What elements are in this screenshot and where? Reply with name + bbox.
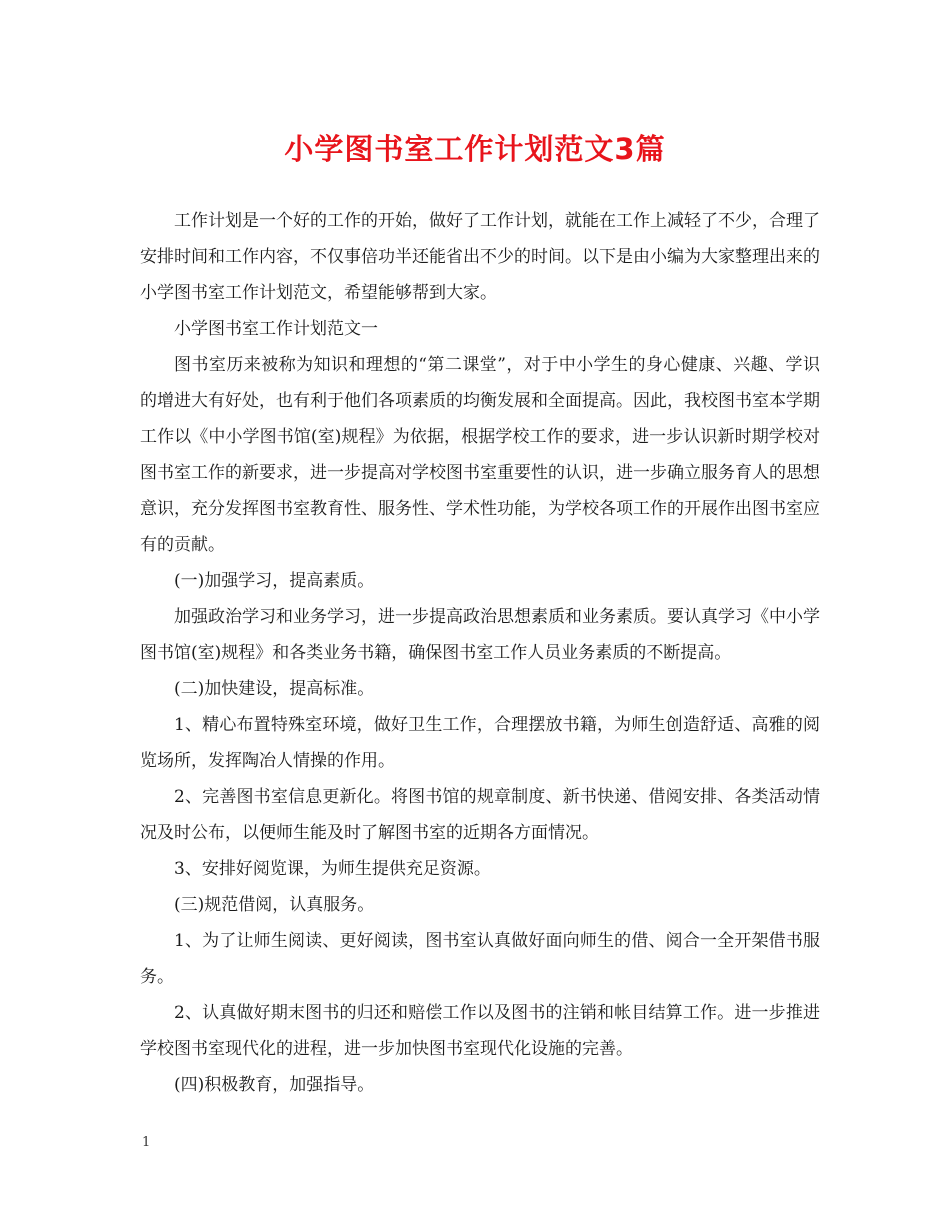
list-item: 2、完善图书室信息更新化。将图书馆的规章制度、新书快递、借阅安排、各类活动情况及时公布，以便师生能及时了解图书室的近期各方面情况。: [140, 787, 820, 843]
page-title: 小学图书室工作计划范文3篇: [284, 132, 666, 166]
body-paragraph: 图书室历来被称为知识和理想的“第二课堂”，对于中小学生的身心健康、兴趣、学识的增进大有好处，也有利于他们各项素质的均衡发展和全面提高。因此，我校图书室本学期工作以《中小学图书馆(室)规程》为依据，根据学校工作的要求，进一步认识新时期学校对图书室工作的新要求，进一步提高对学校图书室重要性的认识，进一步确立服务育人的思想意识，充分发挥图书室教育性、服务性、学术性功能，为学校各项工作的开展作出图书室应有的贡献。: [140, 355, 820, 555]
list-item: 1、为了让师生阅读、更好阅读，图书室认真做好面向师生的借、阅合一全开架借书服务。: [140, 931, 820, 987]
subheading-4: (四)积极教育，加强指导。: [174, 1075, 375, 1095]
list-item: 3、安排好阅览课，为师生提供充足资源。: [174, 859, 491, 879]
subheading-1: (一)加强学习，提高素质。: [174, 571, 375, 591]
body-paragraph: 加强政治学习和业务学习，进一步提高政治思想素质和业务素质。要认真学习《中小学图书馆(室)规程》和各类业务书籍，确保图书室工作人员业务素质的不断提高。: [140, 607, 820, 663]
document-body: [140, 203, 820, 1103]
subheading-2: (二)加快建设，提高标准。: [174, 679, 375, 699]
intro-paragraph: 工作计划是一个好的工作的开始，做好了工作计划，就能在工作上减轻了不少，合理了安排时间和工作内容，不仅事倍功半还能省出不少的时间。以下是由小编为大家整理出来的小学图书室工作计划范文，希望能够帮到大家。: [140, 211, 820, 303]
section-heading-sample-one: 小学图书室工作计划范文一: [174, 319, 378, 339]
page-number: 1: [142, 1135, 151, 1150]
list-item: 2、认真做好期末图书的归还和赔偿工作以及图书的注销和帐目结算工作。进一步推进学校图书室现代化的进程，进一步加快图书室现代化设施的完善。: [140, 1003, 820, 1059]
subheading-3: (三)规范借阅，认真服务。: [174, 895, 375, 915]
list-item: 1、精心布置特殊室环境，做好卫生工作，合理摆放书籍，为师生创造舒适、高雅的阅览场所，发挥陶冶人情操的作用。: [140, 715, 820, 771]
